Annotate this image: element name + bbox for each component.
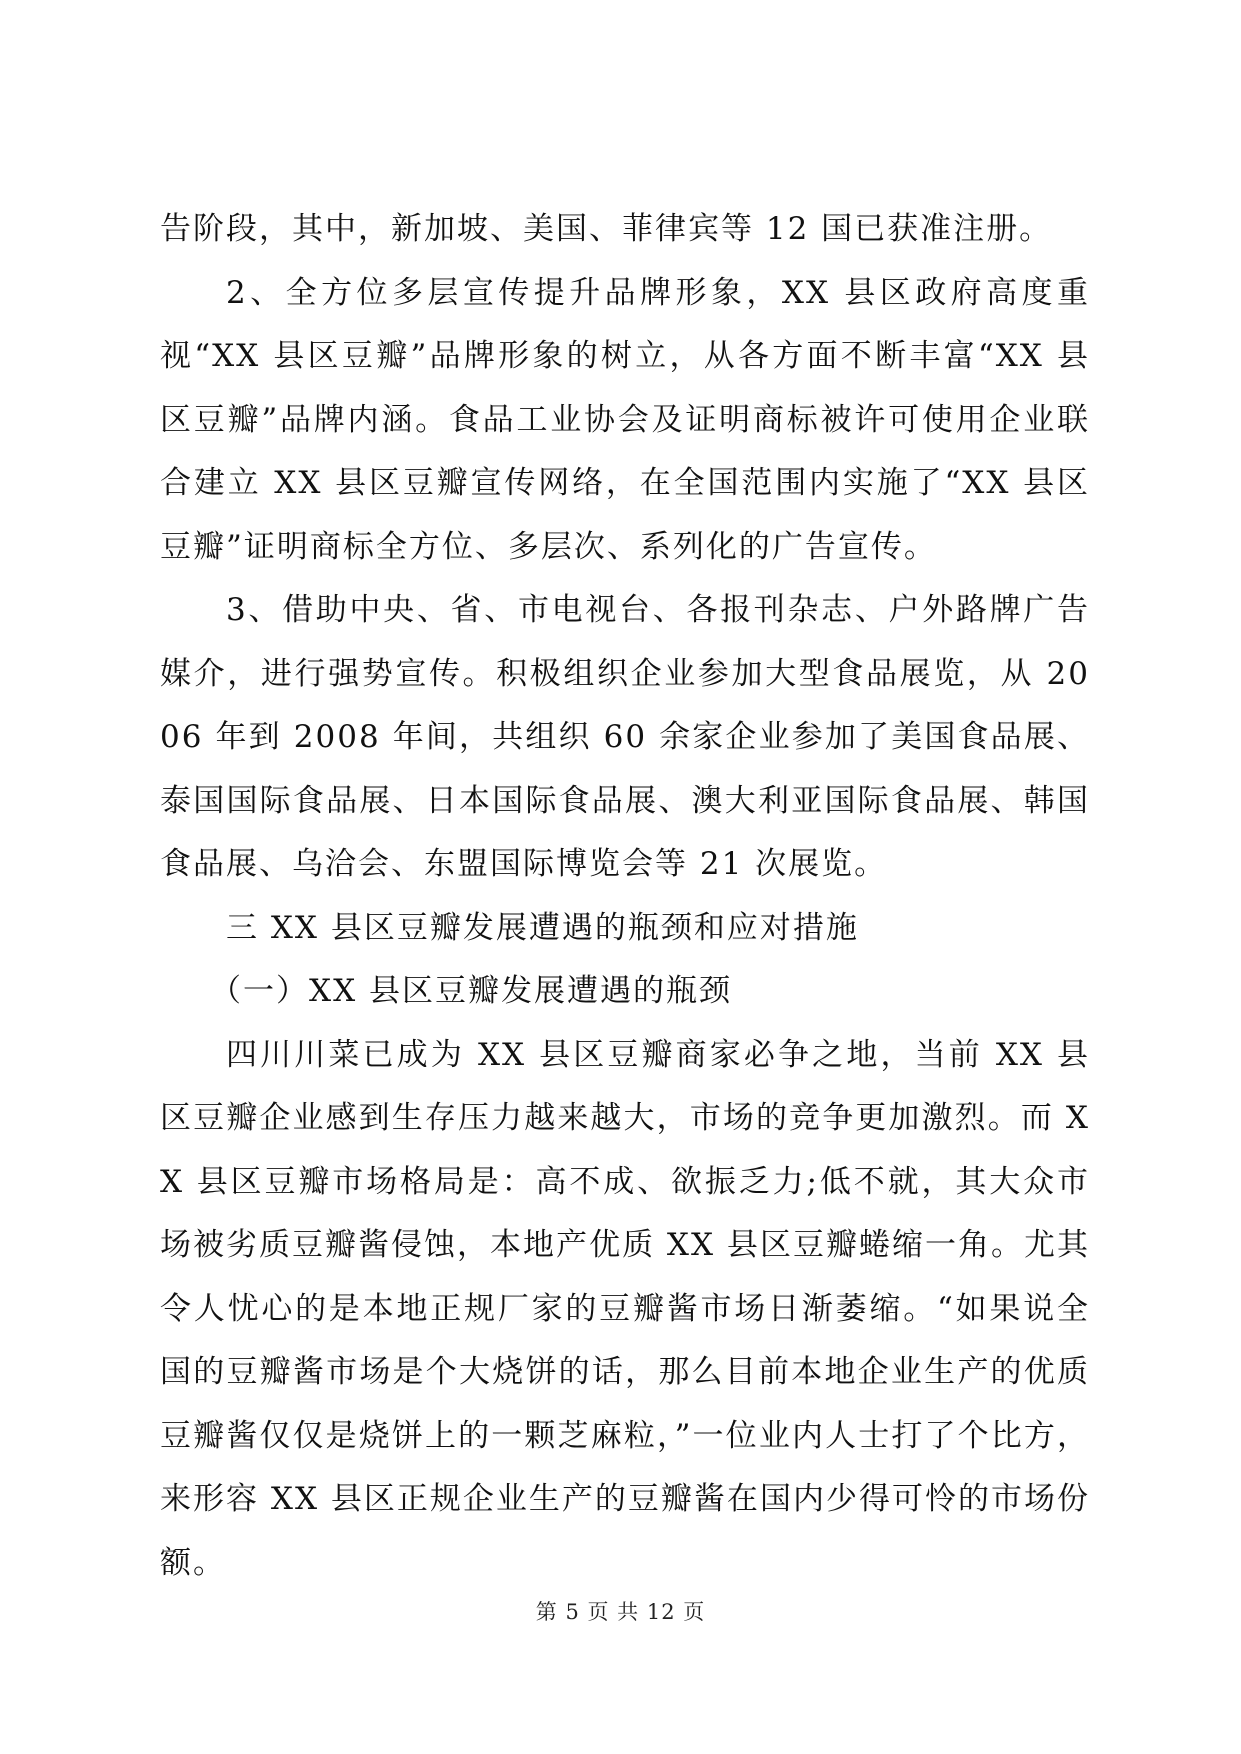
paragraph-brand-promotion: 2、全方位多层宣传提升品牌形象，XX 县区政府高度重视“XX 县区豆瓣”品牌形象的树立，从各方面不断丰富“XX 县区豆瓣”品牌内涵。食品工业协会及证明商标被许可使用企业联合建立 XX 县区豆瓣宣传网络，在全国范围内实施了“XX 县区豆瓣”证明商标全方位、多层次、系列化的广告宣传。: [160, 274, 1090, 565]
paragraph-media-exhibitions: 3、借助中央、省、市电视台、各报刊杂志、户外路牌广告媒介，进行强势宣传。积极组织企业参加大型食品展览，从 2006 年到 2008 年间，共组织 60 余家企业参加了美国食品展、泰国国际食品展、日本国际食品展、澳大利亚国际食品展、韩国食品展、乌洽会、东盟国际博览会等 21 次展览。: [160, 592, 1090, 882]
document-body: [160, 198, 1090, 1595]
section-heading: 三 XX 县区豆瓣发展遭遇的瓶颈和应对措施: [226, 909, 859, 946]
paragraph-continuation: 告阶段，其中，新加坡、美国、菲律宾等 12 国已获准注册。: [160, 211, 1053, 247]
page-number-footer: 第 5 页 共 12 页: [535, 1600, 706, 1624]
subsection-heading: （一）XX 县区豆瓣发展遭遇的瓶颈: [210, 973, 732, 1009]
paragraph-market-bottleneck: 四川川菜已成为 XX 县区豆瓣商家必争之地，当前 XX 县区豆瓣企业感到生存压力越来越大，市场的竞争更加激烈。而 XX 县区豆瓣市场格局是：高不成、欲振乏力;低不就，其大众市场被劣质豆瓣酱侵蚀，本地产优质 XX 县区豆瓣蜷缩一角。尤其令人忧心的是本地正规厂家的豆瓣酱市场日渐萎缩。“如果说全国的豆瓣酱市场是个大烧饼的话，那么目前本地企业生产的优质豆瓣酱仅仅是烧饼上的一颗芝麻粒，”一位业内人士打了个比方，来形容 XX 县区正规企业生产的豆瓣酱在国内少得可怜的市场份额。: [160, 1036, 1090, 1581]
